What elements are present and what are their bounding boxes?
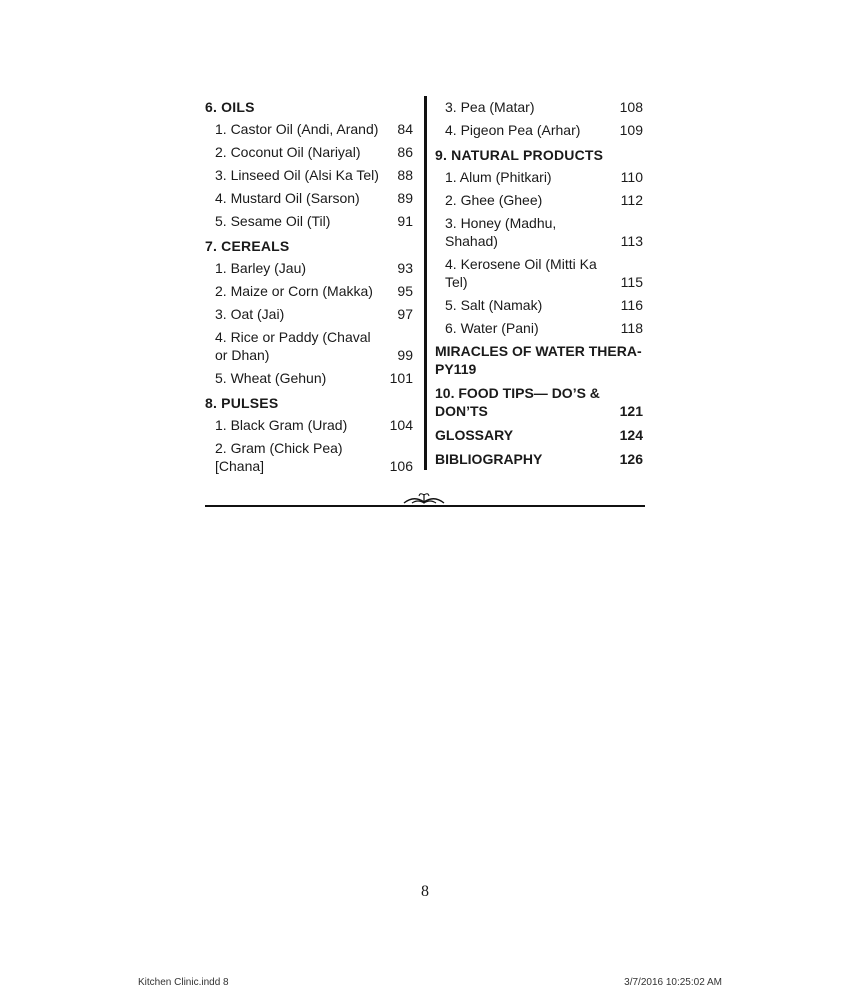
page-ref: 126 bbox=[619, 451, 643, 467]
toc-entry: 2. Maize or Corn (Makka) 95 bbox=[215, 283, 413, 299]
page-ref: 112 bbox=[620, 192, 643, 208]
toc-entry: 1. Barley (Jau) 93 bbox=[215, 260, 413, 276]
toc-left-column bbox=[205, 96, 413, 480]
toc-entry-glossary: GLOSSARY 124 bbox=[435, 427, 643, 443]
toc-entry: 3. Pea (Matar) 108 bbox=[445, 99, 643, 115]
toc-entry: 5. Sesame Oil (Til) 91 bbox=[215, 213, 413, 229]
toc-entry: 5. Wheat (Gehun) 101 bbox=[215, 370, 413, 386]
page-ref: 108 bbox=[619, 99, 643, 115]
toc-entry: 1. Black Gram (Urad) 104 bbox=[215, 417, 413, 433]
page-ref: 95 bbox=[397, 283, 413, 299]
page-number: 8 bbox=[421, 883, 429, 900]
footer-timestamp: 3/7/2016 10:25:02 AM bbox=[624, 977, 722, 988]
page-ref: 104 bbox=[389, 417, 413, 433]
toc-entry: 1. Castor Oil (Andi, Arand) 84 bbox=[215, 121, 413, 137]
toc-entry: 5. Salt (Namak) 116 bbox=[445, 297, 643, 313]
page-ref: 91 bbox=[397, 213, 413, 229]
column-divider bbox=[424, 96, 427, 470]
section-heading-oils: 6. OILS bbox=[205, 99, 255, 115]
toc-entry: 6. Water (Pani) 118 bbox=[445, 320, 643, 336]
page-ref: 101 bbox=[389, 370, 413, 386]
toc-entry: 1. Alum (Phitkari) 110 bbox=[445, 169, 643, 185]
section-heading-natural-products: 9. NATURAL PRODUCTS bbox=[435, 147, 604, 163]
page-ref: 86 bbox=[397, 144, 413, 160]
section-heading-cereals: 7. CEREALS bbox=[205, 238, 290, 254]
page-ref: 84 bbox=[397, 121, 413, 137]
toc-entry: 4. Mustard Oil (Sarson) 89 bbox=[215, 190, 413, 206]
flourish-ornament-icon bbox=[398, 489, 450, 509]
toc-entry-miracles: MIRACLES OF WATER THERA-PY119 bbox=[435, 343, 642, 377]
page-ref: 115 bbox=[620, 274, 643, 290]
page-ref: 116 bbox=[620, 297, 643, 313]
page-ref: 106 bbox=[389, 458, 413, 474]
toc-entry: 3. Honey (Madhu, Shahad) 113 bbox=[445, 215, 643, 249]
toc-entry: 4. Pigeon Pea (Arhar) 109 bbox=[445, 122, 643, 138]
page-ref: 88 bbox=[397, 167, 413, 183]
toc-entry: 3. Oat (Jai) 97 bbox=[215, 306, 413, 322]
page-ref: 89 bbox=[397, 190, 413, 206]
page-ref: 124 bbox=[619, 427, 643, 443]
page-ref: 109 bbox=[619, 122, 643, 138]
page-ref: 110 bbox=[620, 169, 643, 185]
toc-entry: 2. Ghee (Ghee) 112 bbox=[445, 192, 643, 208]
toc-entry: 3. Linseed Oil (Alsi Ka Tel) 88 bbox=[215, 167, 413, 183]
footer-file-name: Kitchen Clinic.indd 8 bbox=[138, 977, 229, 988]
page-ref: 118 bbox=[620, 320, 643, 336]
toc-entry: 2. Gram (Chick Pea) [Chana] 106 bbox=[215, 440, 413, 474]
toc-entry-food-tips: 10. FOOD TIPS— DO’S & DON’TS 121 bbox=[435, 385, 643, 419]
toc-entry: 2. Coconut Oil (Nariyal) 86 bbox=[215, 144, 413, 160]
section-heading-pulses: 8. PULSES bbox=[205, 395, 279, 411]
toc-entry: 4. Rice or Paddy (Chaval or Dhan) 99 bbox=[215, 329, 413, 363]
toc-right-column bbox=[435, 96, 643, 474]
page-ref: 113 bbox=[620, 233, 643, 249]
page-ref: 121 bbox=[619, 403, 643, 419]
page-ref: 99 bbox=[397, 347, 413, 363]
toc-entry: 4. Kerosene Oil (Mitti Ka Tel) 115 bbox=[445, 256, 643, 290]
page-ref: 97 bbox=[397, 306, 413, 322]
toc-entry-bibliography: BIBLIOGRAPHY 126 bbox=[435, 451, 643, 467]
page-ref: 93 bbox=[397, 260, 413, 276]
